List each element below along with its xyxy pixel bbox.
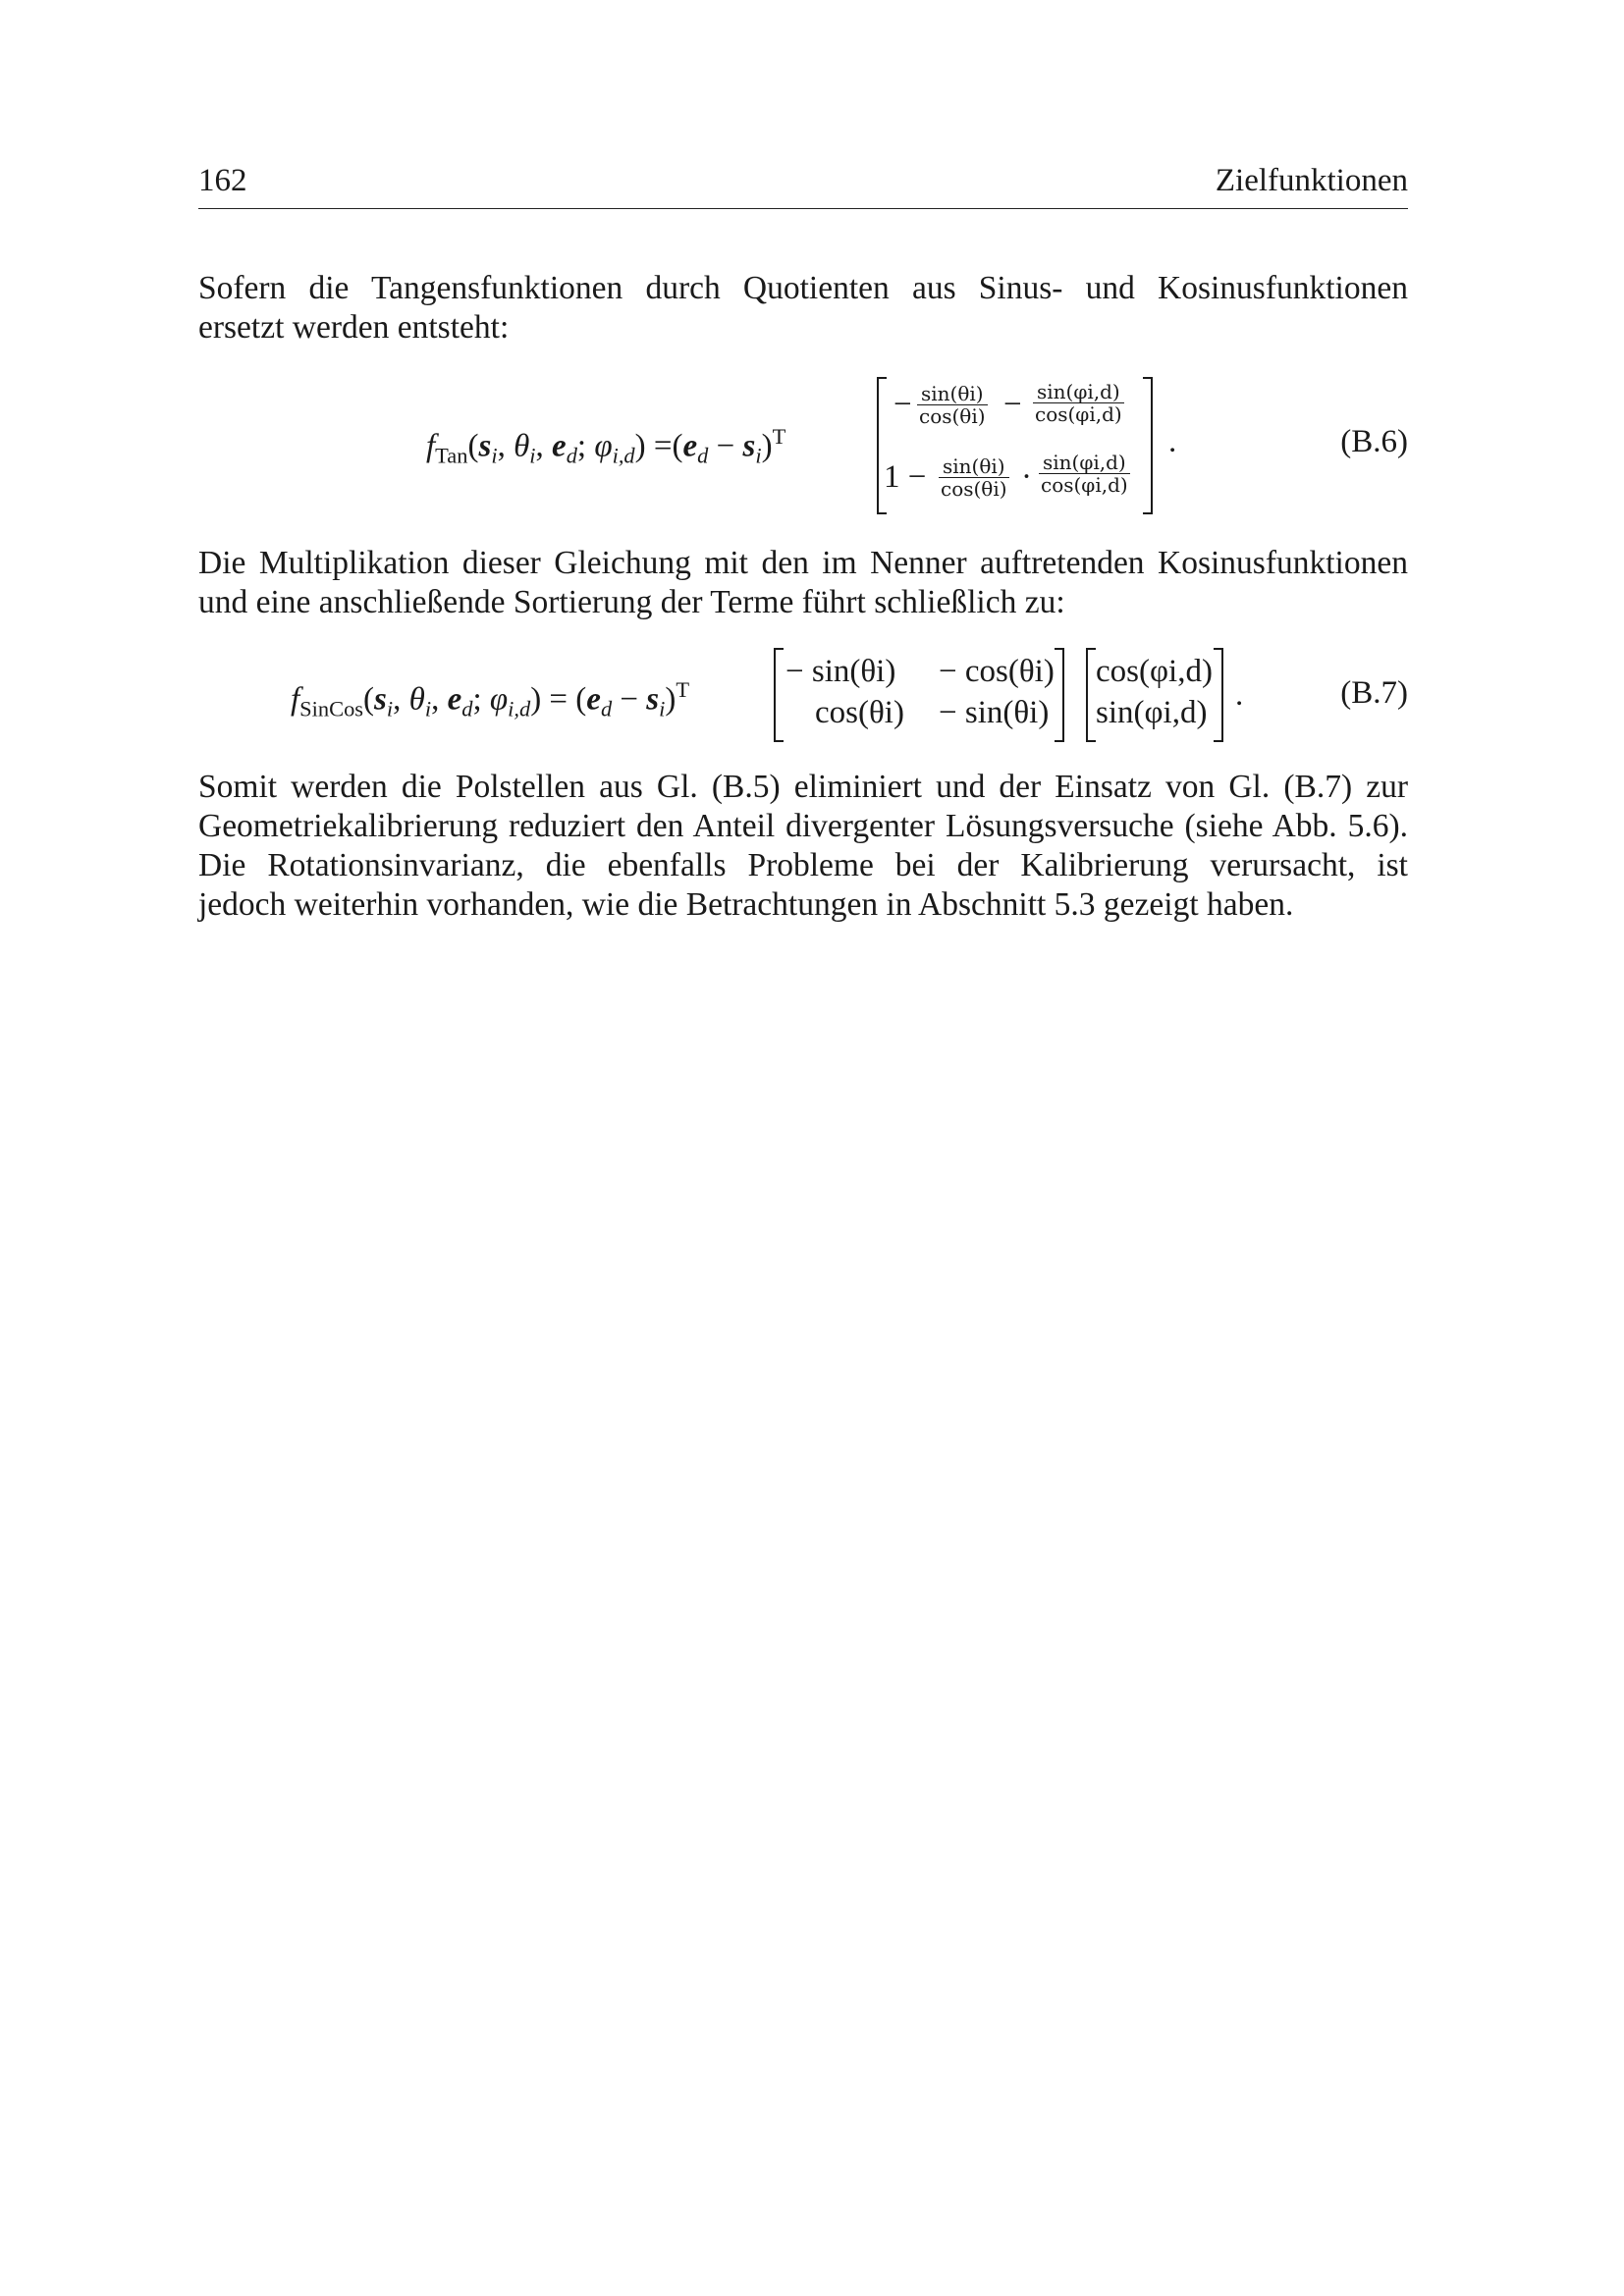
equation-b7-number: (B.7) (1340, 675, 1408, 711)
chapter-title: Zielfunktionen (1215, 163, 1408, 198)
equation-b7-matrix-left-bracket (774, 648, 784, 742)
paragraph-line: ersetzt werden entsteht: (198, 309, 510, 346)
equation-b6-period: . (1168, 424, 1177, 459)
paragraph-conclusion (198, 768, 1408, 925)
paragraph-line: Geometriekalibrierung reduziert den Anteil divergenter Lösungsversuche (siehe Abb. 5.6). (198, 808, 1408, 844)
equation-b7-v2: sin(φi,d) (1096, 695, 1208, 730)
equation-b6-number: (B.6) (1340, 424, 1408, 459)
equation-b6-lhs: $f_{Tan}(s_i$, $\theta_i$, $e_d$; $\varphi_{i,d}) =(e_d - s_i)^T$ (426, 424, 786, 468)
equation-b7-m12: − cos(θi) (939, 654, 1055, 689)
equation-b7-m21: cos(θi) (815, 695, 904, 730)
equation-b7-period: . (1235, 677, 1244, 713)
equation-b6-row2-prefix: 1 − (884, 459, 927, 495)
paragraph-line: Somit werden die Polstellen aus Gl. (B.5) eliminiert und der Einsatz von Gl. (B.7) zur (198, 769, 1408, 805)
equation-b6-frac-tan-phi: $\frac{\sin(\varphi i,d)}{\cos(\varphi i,d)}$ (1035, 380, 1122, 426)
paragraph-line: Sofern die Tangensfunktionen durch Quotienten aus Sinus- und Kosinusfunktionen (198, 270, 1408, 306)
equation-b6-row1-minus: − (893, 387, 912, 422)
equation-b6-frac-tan-theta-2: $\frac{\sin(\theta i)}{\cos(\theta i)}$ (941, 454, 1007, 501)
equation-b7-vector-right-bracket (1214, 648, 1223, 742)
equation-b6-right-bracket (1143, 377, 1153, 514)
equation-b7-m22: − sin(θi) (939, 695, 1050, 730)
equation-b7-lhs: $f_{SinCos}(s_i$, $\theta_i$, $e_d$; $\varphi_{i,d}) = (e_d - s_i)^T$ (291, 677, 690, 721)
paragraph-multiplication (198, 544, 1408, 622)
equation-b7-vector-left-bracket (1086, 648, 1096, 742)
paragraph-line: Die Multiplikation dieser Gleichung mit den im Nenner auftretenden Kosinusfunktionen (198, 545, 1408, 581)
equation-b7-v1: cos(φi,d) (1096, 654, 1213, 689)
equation-b6-frac-tan-phi-2: $\frac{\sin(\varphi i,d)}{\cos(\varphi i,d)}$ (1041, 451, 1128, 497)
paragraph-line: Die Rotationsinvarianz, die ebenfalls Probleme bei der Kalibrierung verursacht, ist (198, 847, 1408, 883)
paragraph-intro (198, 269, 1408, 347)
equation-b7-m11: − sin(θi) (785, 654, 896, 689)
paragraph-line: und eine anschließende Sortierung der Terme führt schließlich zu: (198, 584, 1065, 620)
equation-b7-matrix-right-bracket (1055, 648, 1064, 742)
page-number: 162 (198, 163, 247, 198)
paragraph-line: jedoch weiterhin vorhanden, wie die Betrachtungen in Abschnitt 5.3 gezeigt haben. (198, 886, 1294, 923)
equation-b6-row1-op: − (1003, 387, 1022, 422)
equation-b6-frac-tan-theta: $\frac{\sin(\theta i)}{\cos(\theta i)}$ (919, 382, 986, 428)
equation-b6-row2-op: · (1021, 459, 1032, 495)
running-header (198, 163, 1408, 209)
